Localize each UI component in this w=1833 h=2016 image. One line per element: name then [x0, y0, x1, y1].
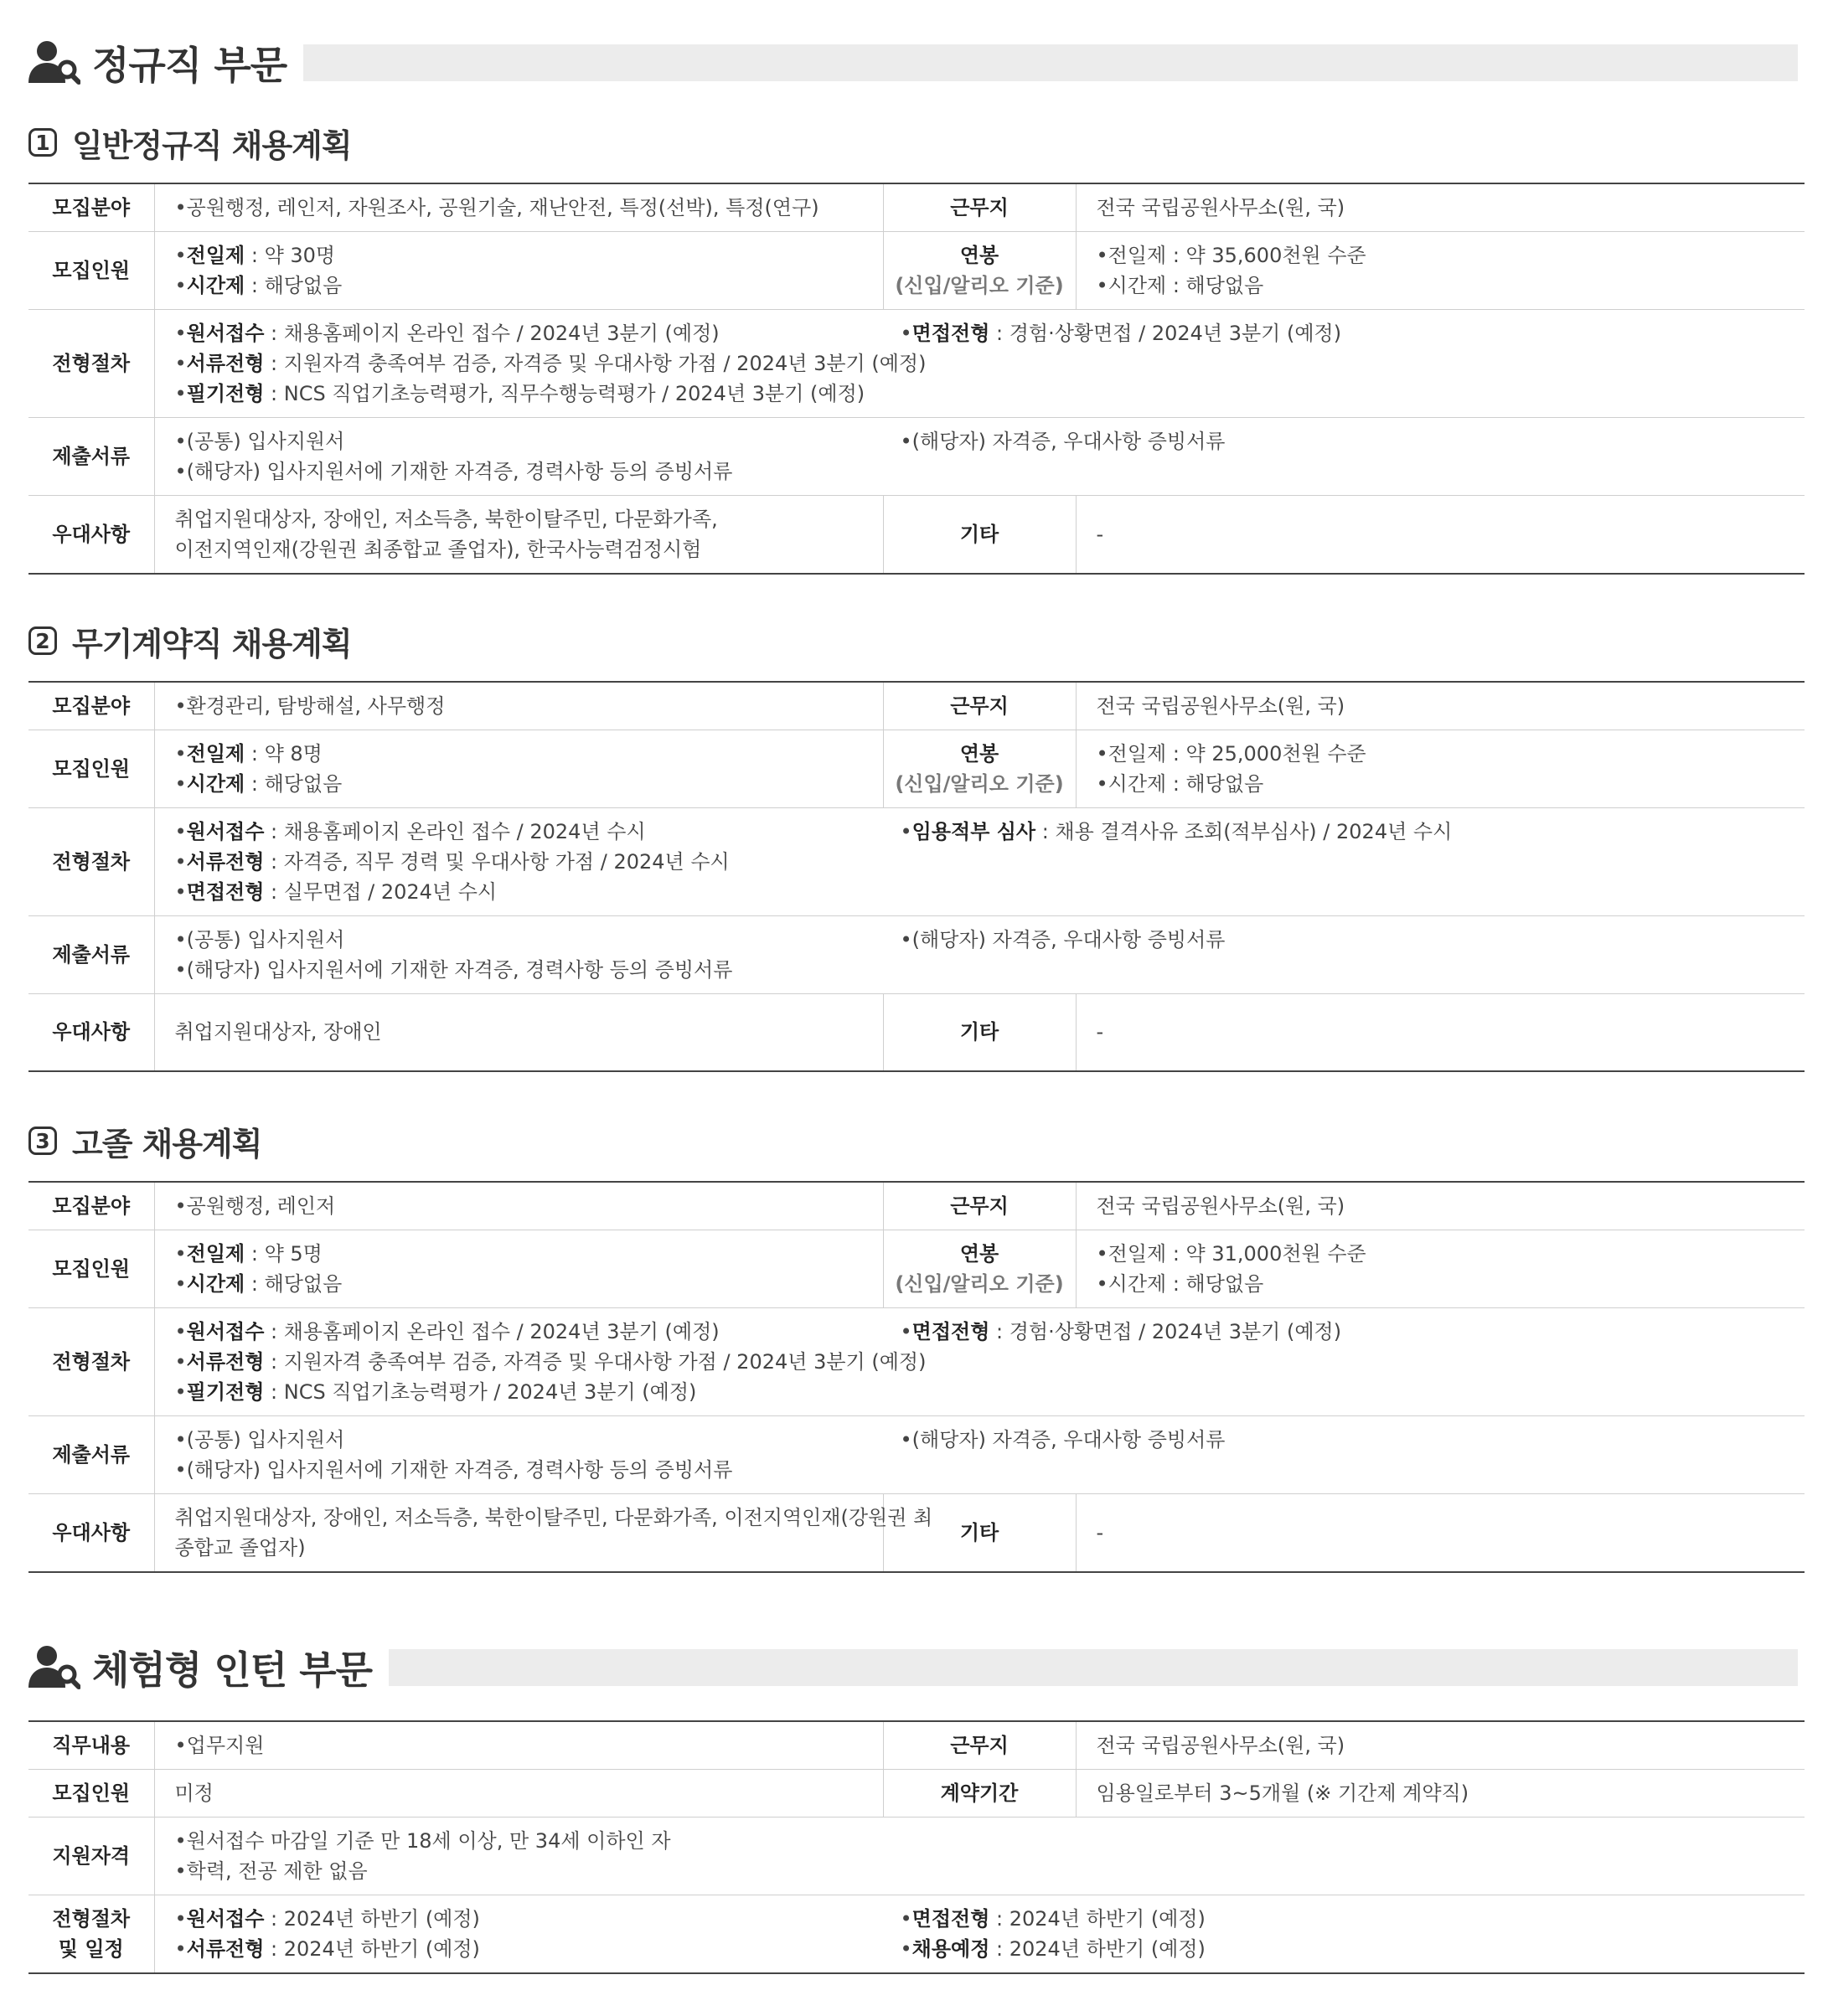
plan-number-badge: 3: [28, 1127, 57, 1155]
plan-table: [28, 681, 1805, 1072]
intern-table: [28, 1720, 1805, 1974]
plan-number-badge: 2: [28, 626, 57, 655]
field-label: 모집분야: [28, 682, 154, 730]
section-title: 체험형 인턴 부문: [92, 1647, 373, 1693]
duty-label: 직무내용: [28, 1721, 154, 1770]
field-value: •공원행정, 레인저, 자원조사, 공원기술, 재난안전, 특정(선박), 특정(연구): [154, 183, 883, 232]
salary-label: 연봉 (신입/알리오 기준): [883, 232, 1076, 310]
user-search-icon: [28, 1644, 80, 1691]
table-row: [28, 1230, 1805, 1308]
table-row: [28, 1817, 1805, 1895]
table-row: [28, 183, 1805, 232]
user-search-icon: [28, 39, 80, 86]
salary-value: •전일제 : 약 31,000천원 수준 •시간제 : 해당없음: [1076, 1230, 1805, 1308]
docs-label: 제출서류: [28, 418, 154, 496]
recruits-value: •전일제 : 약 5명 •시간제 : 해당없음: [154, 1230, 883, 1308]
docs-value: •(공통) 입사지원서 •(해당자) 입사지원서에 기재한 자격증, 경력사항 등의 증빙서류 •(해당자) 자격증, 우대사항 증빙서류: [154, 1416, 1805, 1494]
plan-table: [28, 1181, 1805, 1573]
plan-header: [28, 1117, 261, 1164]
docs-value: •(공통) 입사지원서 •(해당자) 입사지원서에 기재한 자격증, 경력사항 등의 증빙서류 •(해당자) 자격증, 우대사항 증빙서류: [154, 418, 1805, 496]
table-row: [28, 682, 1805, 730]
recruits-label: 모집인원: [28, 232, 154, 310]
salary-label: 연봉 (신입/알리오 기준): [883, 730, 1076, 808]
table-row: [28, 808, 1805, 916]
schedule-label: 전형절차 및 일정: [28, 1895, 154, 1974]
salary-value: •전일제 : 약 35,600천원 수준 •시간제 : 해당없음: [1076, 232, 1805, 310]
plan-title: 일반정규직 채용계획: [72, 126, 352, 164]
plan-title: 고졸 채용계획: [72, 1125, 262, 1163]
process-label: 전형절차: [28, 1308, 154, 1416]
table-row: [28, 1770, 1805, 1817]
table-row: [28, 1721, 1805, 1770]
etc-label: 기타: [883, 1494, 1076, 1573]
table-row: [28, 994, 1805, 1071]
qualification-value: •원서접수 마감일 기준 만 18세 이상, 만 34세 이하인 자 •학력, 전공 제한 없음: [154, 1817, 1805, 1895]
process-label: 전형절차: [28, 310, 154, 418]
docs-label: 제출서류: [28, 916, 154, 994]
workplace-label: 근무지: [883, 1721, 1076, 1770]
table-row: [28, 496, 1805, 575]
etc-label: 기타: [883, 496, 1076, 575]
process-value: •원서접수 : 채용홈페이지 온라인 접수 / 2024년 수시 •서류전형 : 자격증, 직무 경력 및 우대사항 가점 / 2024년 수시 •면접전형 : 실무면접 / 2024년 수시 •임용적부 심사 : 채용 결격사유 조회(적부심사) / 2024년 수시: [154, 808, 1805, 916]
salary-value: •전일제 : 약 25,000천원 수준 •시간제 : 해당없음: [1076, 730, 1805, 808]
workplace-label: 근무지: [883, 1182, 1076, 1230]
field-value: •공원행정, 레인저: [154, 1182, 883, 1230]
plan-number-badge: 1: [28, 128, 57, 157]
workplace-value: 전국 국립공원사무소(원, 국): [1076, 682, 1805, 730]
etc-value: -: [1076, 1494, 1805, 1573]
table-row: [28, 1416, 1805, 1494]
table-row: [28, 418, 1805, 496]
workplace-label: 근무지: [883, 682, 1076, 730]
field-value: •환경관리, 탐방해설, 사무행정: [154, 682, 883, 730]
pref-value: 취업지원대상자, 장애인, 저소득층, 북한이탈주민, 다문화가족, 이전지역인재(강원권 최종합교 졸업자), 한국사능력검정시험: [154, 496, 883, 575]
section-title: 정규직 부문: [92, 43, 287, 88]
recruits-label: 모집인원: [28, 730, 154, 808]
workplace-value: 전국 국립공원사무소(원, 국): [1076, 1721, 1805, 1770]
process-value: •원서접수 : 채용홈페이지 온라인 접수 / 2024년 3분기 (예정) •서류전형 : 지원자격 충족여부 검증, 자격증 및 우대사항 가점 / 2024년 3분기 (예정) •필기전형 : NCS 직업기초능력평가, 직무수행능력평가 / 2024년 3분기 (예정) •면접전형 : 경험·상황면접 / 2024년 3분기 (예정): [154, 310, 1805, 418]
pref-label: 우대사항: [28, 1494, 154, 1573]
workplace-value: 전국 국립공원사무소(원, 국): [1076, 1182, 1805, 1230]
salary-label: 연봉 (신입/알리오 기준): [883, 1230, 1076, 1308]
recruits-line: •시간제 : 해당없음: [174, 274, 343, 297]
recruits-label: 모집인원: [28, 1770, 154, 1817]
recruits-value: 미정: [154, 1770, 883, 1817]
recruits-value: •전일제 : 약 8명 •시간제 : 해당없음: [154, 730, 883, 808]
workplace-label: 근무지: [883, 183, 1076, 232]
pref-value: 취업지원대상자, 장애인, 저소득층, 북한이탈주민, 다문화가족, 이전지역인재(강원권 최 종합교 졸업자): [154, 1494, 883, 1573]
workplace-value: 전국 국립공원사무소(원, 국): [1076, 183, 1805, 232]
field-label: 모집분야: [28, 183, 154, 232]
docs-value: •(공통) 입사지원서 •(해당자) 입사지원서에 기재한 자격증, 경력사항 등의 증빙서류 •(해당자) 자격증, 우대사항 증빙서류: [154, 916, 1805, 994]
etc-value: -: [1076, 994, 1805, 1071]
contract-value: 임용일로부터 3~5개월 (※ 기간제 계약직): [1076, 1770, 1805, 1817]
section-title-bar: [303, 44, 1798, 81]
table-row: [28, 1308, 1805, 1416]
table-row: [28, 730, 1805, 808]
pref-label: 우대사항: [28, 994, 154, 1071]
plan-table: [28, 183, 1805, 575]
section-header-regular: [28, 34, 1798, 92]
etc-label: 기타: [883, 994, 1076, 1071]
table-row: [28, 232, 1805, 310]
etc-value: -: [1076, 496, 1805, 575]
section-title-bar: [389, 1649, 1798, 1686]
schedule-value: •원서접수 : 2024년 하반기 (예정) •서류전형 : 2024년 하반기 (예정) •면접전형 : 2024년 하반기 (예정) •채용예정 : 2024년 하반기 (예정): [154, 1895, 1805, 1974]
table-row: [28, 1895, 1805, 1974]
table-row: [28, 1182, 1805, 1230]
plan-header: [28, 119, 352, 166]
duty-value: •업무지원: [154, 1721, 883, 1770]
section-header-intern: [28, 1638, 1798, 1697]
pref-label: 우대사항: [28, 496, 154, 575]
qualification-label: 지원자격: [28, 1817, 154, 1895]
recruits-label: 모집인원: [28, 1230, 154, 1308]
recruits-value: [154, 232, 883, 310]
plan-title: 무기계약직 채용계획: [72, 625, 352, 663]
table-row: [28, 916, 1805, 994]
pref-value: 취업지원대상자, 장애인: [154, 994, 883, 1071]
field-label: 모집분야: [28, 1182, 154, 1230]
plan-header: [28, 617, 352, 664]
table-row: [28, 1494, 1805, 1573]
process-value: •원서접수 : 채용홈페이지 온라인 접수 / 2024년 3분기 (예정) •서류전형 : 지원자격 충족여부 검증, 자격증 및 우대사항 가점 / 2024년 3분기 (예정) •필기전형 : NCS 직업기초능력평가 / 2024년 3분기 (예정) •면접전형 : 경험·상황면접 / 2024년 3분기 (예정): [154, 1308, 1805, 1416]
process-label: 전형절차: [28, 808, 154, 916]
recruits-line: •전일제 : 약 30명: [174, 244, 336, 267]
table-row: [28, 310, 1805, 418]
docs-label: 제출서류: [28, 1416, 154, 1494]
contract-label: 계약기간: [883, 1770, 1076, 1817]
